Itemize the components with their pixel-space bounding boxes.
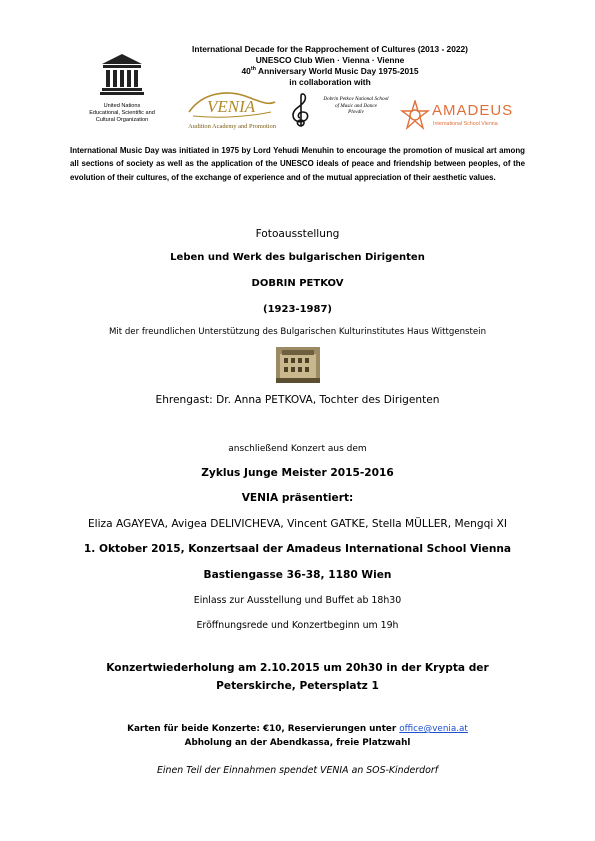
- venia-logo-mark: [183, 88, 281, 124]
- conductor-name: DOBRIN PETKOV: [251, 278, 344, 289]
- repeat-concert-line2: Peterskirche, Petersplatz 1: [216, 680, 379, 692]
- opening-time: Eröffnungsrede und Konzertbeginn um 19h: [196, 620, 399, 631]
- header-line-anniversary: 40th Anniversary World Music Day 1975-2015: [241, 66, 419, 76]
- header-line-club: UNESCO Club Wien · Vienna · Vienne: [255, 55, 405, 65]
- amadeus-logo: [400, 98, 515, 134]
- tickets-text: Karten für beide Konzerte: €10, Reservierungen unter: [127, 724, 400, 734]
- exhibition-label: Fotoausstellung: [255, 228, 340, 240]
- venia-presents: VENIA präsentiert:: [241, 492, 354, 504]
- venia-logo: [183, 88, 281, 136]
- repeat-concert-line1: Konzertwiederholung am 2.10.2015 um 20h30 in der Krypta der: [106, 662, 489, 674]
- intro-paragraph: International Music Day was initiated in 1975 by Lord Yehudi Menuhin to encourage the promotion of musical art among all sections of society as well as the application of the UNESCO ideals of peace and friendship between peoples, of the evolution of their cultures, of the exchange of experience and of the mutual appreciation of their aesthetic values.: [70, 146, 525, 182]
- header-line-collaboration: in collaboration with: [289, 77, 371, 87]
- concert-date-venue: 1. Oktober 2015, Konzertsaal der Amadeus International School Vienna: [83, 543, 512, 555]
- svg-text:VENIA: VENIA: [207, 97, 256, 116]
- amadeus-name: AMADEUS: [432, 102, 514, 119]
- header-line-decade: International Decade for the Rapprochement of Cultures (2013 - 2022): [192, 44, 468, 54]
- guest-of-honor: Ehrengast: Dr. Anna PETKOVA, Tochter des Dirigenten: [155, 394, 440, 406]
- email-link[interactable]: office@venia.at: [399, 724, 468, 734]
- unesco-caption: United Nations Educational, Scientific and Cultural Organization: [89, 103, 155, 123]
- treble-clef-icon: [288, 92, 314, 130]
- support-note: Mit der freundlichen Unterstützung des Bulgarischen Kulturinstitutes Haus Wittgenstein: [108, 327, 487, 337]
- concert-address: Bastiengasse 36-38, 1180 Wien: [203, 569, 392, 581]
- unesco-logo: [82, 52, 162, 144]
- amadeus-subtitle: International School Vienna: [433, 121, 498, 127]
- venia-caption: Audition Academy and Promotion: [188, 123, 276, 130]
- conductor-years: (1923-1987): [263, 304, 332, 315]
- tickets-line: [0, 724, 595, 734]
- performers: Eliza AGAYEVA, Avigea DELIVICHEVA, Vincent GATKE, Stella MÜLLER, Mengqi XI: [87, 518, 508, 530]
- exhibition-title: Leben und Werk des bulgarischen Dirigenten: [170, 252, 425, 263]
- amadeus-star-icon: [400, 100, 430, 130]
- concert-cycle: Zyklus Junge Meister 2015-2016: [201, 467, 394, 479]
- pickup-note: Abholung an der Abendkassa, freie Platzwahl: [184, 738, 411, 748]
- unesco-temple-icon: [100, 52, 144, 96]
- petkov-school-caption: Dobrin Petkov National School of Music and Dance Plovdiv: [323, 96, 389, 116]
- petkov-school-logo: [288, 92, 398, 134]
- donation-note: Einen Teil der Einnahmen spendet VENIA an SOS-Kinderdorf: [156, 765, 439, 776]
- admission-time: Einlass zur Ausstellung und Buffet ab 18h30: [193, 595, 402, 606]
- haus-wittgenstein-image: [276, 347, 320, 383]
- concert-intro: anschließend Konzert aus dem: [228, 444, 367, 454]
